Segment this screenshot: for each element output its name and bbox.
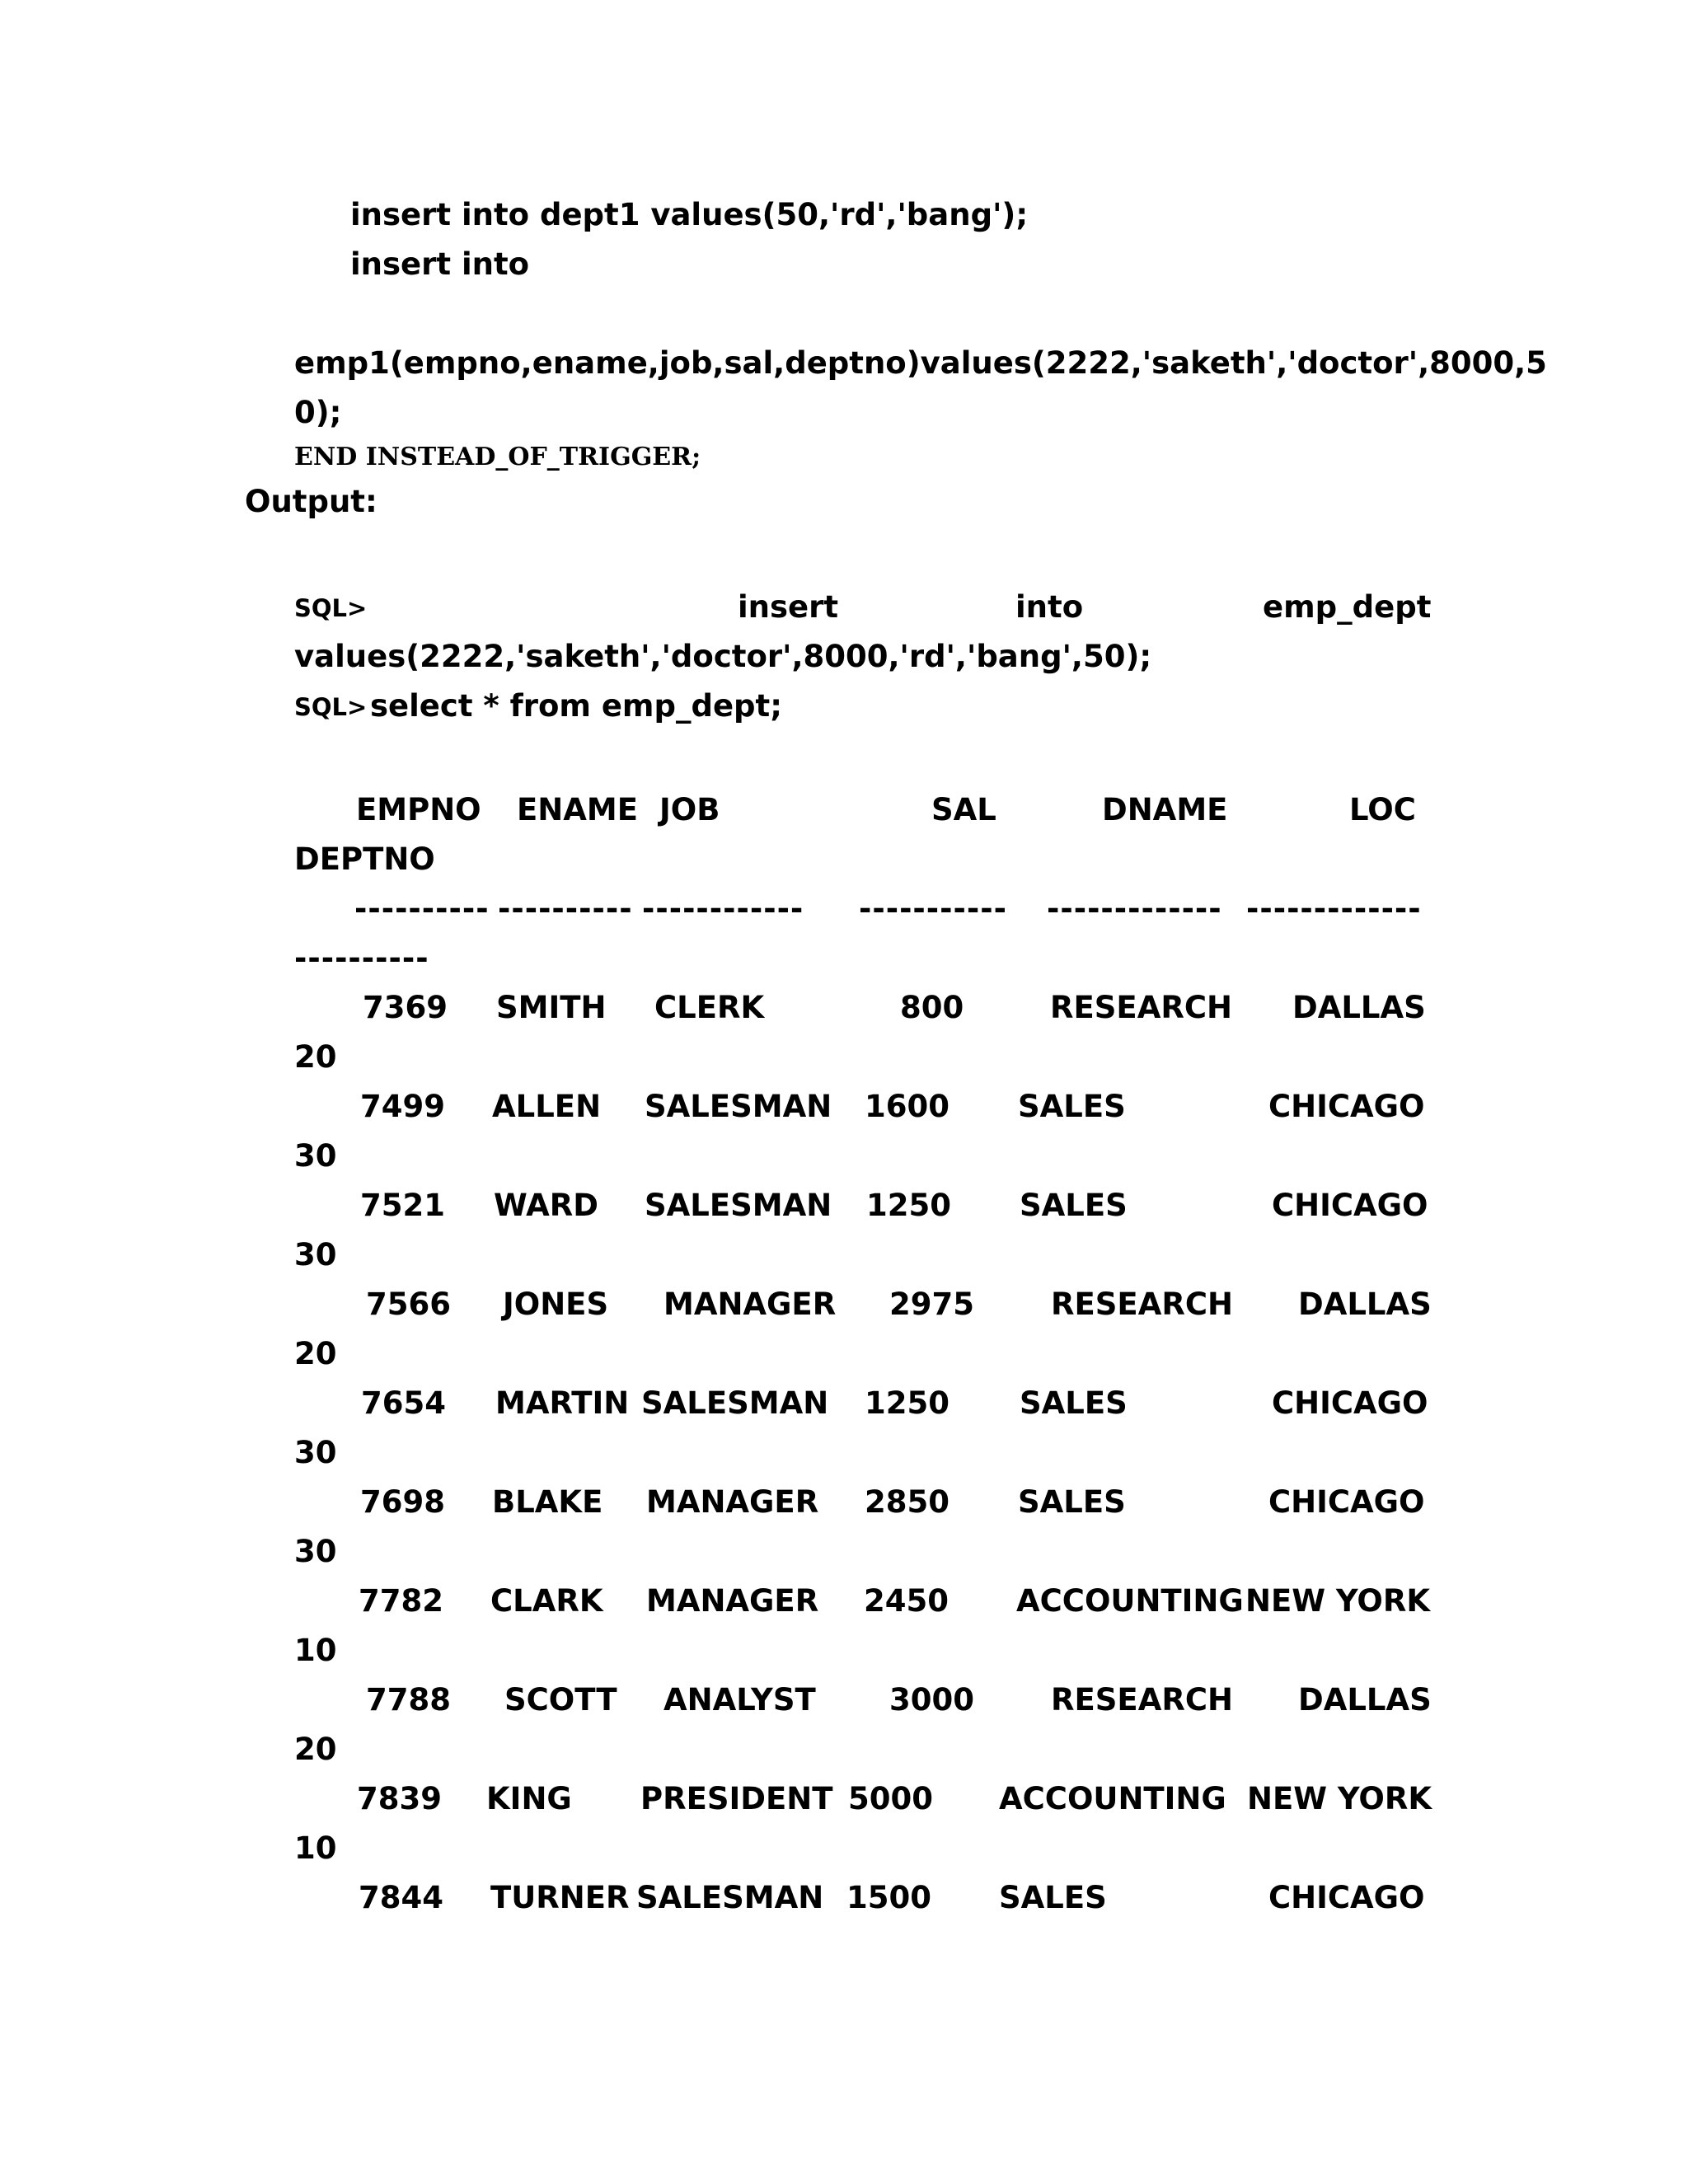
table-cell: 30 [294,1138,337,1174]
table-cell: SALES [1018,1089,1126,1124]
table-cell: CHICAGO [1268,1880,1425,1915]
col-header-deptno: DEPTNO [294,841,435,877]
table-cell: NEW YORK [1245,1583,1431,1619]
table-cell: SALES [1018,1484,1126,1520]
table-cell: SALES [1020,1188,1128,1223]
table-cell: SALESMAN [645,1188,832,1223]
table-cell: ACCOUNTING [999,1781,1226,1816]
table-cell: DALLAS [1298,1286,1432,1322]
table-cell: SALESMAN [645,1089,832,1124]
table-cell: 800 [900,990,964,1025]
table-cell: MANAGER [646,1583,819,1619]
separator-loc: ------------- [1246,891,1422,926]
table-cell: 7369 [363,990,448,1025]
table-cell: 7782 [359,1583,443,1619]
table-cell: RESEARCH [1051,1286,1233,1322]
table-cell: DALLAS [1298,1682,1432,1718]
col-header-loc: LOC [1349,792,1416,827]
table-cell: MARTIN [495,1385,630,1421]
table-cell: MANAGER [663,1286,837,1322]
col-header-sal: SAL [931,792,996,827]
table-cell: 7698 [360,1484,445,1520]
table-cell: RESEARCH [1050,990,1232,1025]
table-cell: 1600 [865,1089,950,1124]
separator-job: ------------ [642,891,804,926]
col-header-ename: ENAME [517,792,638,827]
table-cell: ALLEN [492,1089,602,1124]
sql-target-view: emp_dept [1263,589,1432,625]
table-cell: 7499 [360,1089,445,1124]
table-cell: SCOTT [504,1682,617,1718]
table-cell: SALESMAN [636,1880,824,1915]
table-cell: JONES [503,1286,609,1322]
code-line-insert-into: insert into [350,246,530,282]
table-cell: TURNER [490,1880,630,1915]
table-cell: 5000 [848,1781,933,1816]
table-cell: MANAGER [646,1484,819,1520]
separator-sal: ----------- [859,891,1007,926]
col-header-job: JOB [659,792,720,827]
sql-into-word: into [1015,589,1084,625]
table-cell: SALES [1020,1385,1128,1421]
table-cell: CLERK [654,990,765,1025]
table-cell: PRESIDENT [640,1781,833,1816]
table-cell: 3000 [889,1682,974,1718]
table-cell: RESEARCH [1051,1682,1233,1718]
sql-prompt-1: SQL> [294,594,368,622]
table-cell: CHICAGO [1272,1188,1428,1223]
separator-deptno: ---------- [294,940,429,976]
table-cell: 30 [294,1435,337,1470]
table-cell: 20 [294,1039,337,1075]
table-cell: BLAKE [492,1484,603,1520]
table-cell: NEW YORK [1247,1781,1432,1816]
table-cell: 30 [294,1237,337,1272]
table-cell: SMITH [496,990,607,1025]
table-cell: SALESMAN [641,1385,829,1421]
table-cell: WARD [494,1188,598,1223]
sql-select-stmt: select * from emp_dept; [370,688,783,724]
table-cell: 7839 [357,1781,442,1816]
sql-values-line: values(2222,'saketh','doctor',8000,'rd','bang',50); [294,639,1152,674]
col-header-empno: EMPNO [356,792,481,827]
table-cell: 7788 [366,1682,451,1718]
table-cell: 1250 [865,1385,950,1421]
table-cell: 10 [294,1633,337,1668]
separator-empno: ---------- [354,891,490,926]
table-cell: 30 [294,1534,337,1569]
table-cell: 1250 [866,1188,951,1223]
separator-ename: ---------- [498,891,633,926]
code-line-end-trigger: END INSTEAD_OF_TRIGGER; [294,443,701,471]
table-cell: CHICAGO [1272,1385,1428,1421]
table-cell: 7654 [361,1385,446,1421]
table-cell: ANALYST [663,1682,816,1718]
code-line-emp1-values: emp1(empno,ename,job,sal,deptno)values(2222,'saketh','doctor',8000,5 [294,345,1547,381]
sql-insert-word: insert [738,589,839,625]
table-cell: 7566 [366,1286,451,1322]
table-cell: 7844 [359,1880,443,1915]
table-cell: 1500 [846,1880,931,1915]
table-cell: 2850 [865,1484,950,1520]
table-cell: 7521 [360,1188,445,1223]
table-cell: KING [486,1781,572,1816]
sql-prompt-2: SQL> [294,693,368,721]
table-cell: SALES [999,1880,1107,1915]
table-cell: DALLAS [1292,990,1426,1025]
table-cell: CLARK [490,1583,603,1619]
separator-dname: ------------- [1047,891,1222,926]
col-header-dname: DNAME [1102,792,1228,827]
table-cell: 20 [294,1336,337,1371]
table-cell: 20 [294,1732,337,1767]
code-line-emp1-values-cont: 0); [294,395,342,430]
table-cell: CHICAGO [1268,1484,1425,1520]
code-line-insert-dept1: insert into dept1 values(50,'rd','bang'); [350,197,1029,232]
table-cell: CHICAGO [1268,1089,1425,1124]
table-cell: 10 [294,1830,337,1866]
table-cell: 2450 [864,1583,949,1619]
table-cell: ACCOUNTING [1016,1583,1244,1619]
table-cell: 2975 [889,1286,974,1322]
output-heading: Output: [245,484,377,519]
